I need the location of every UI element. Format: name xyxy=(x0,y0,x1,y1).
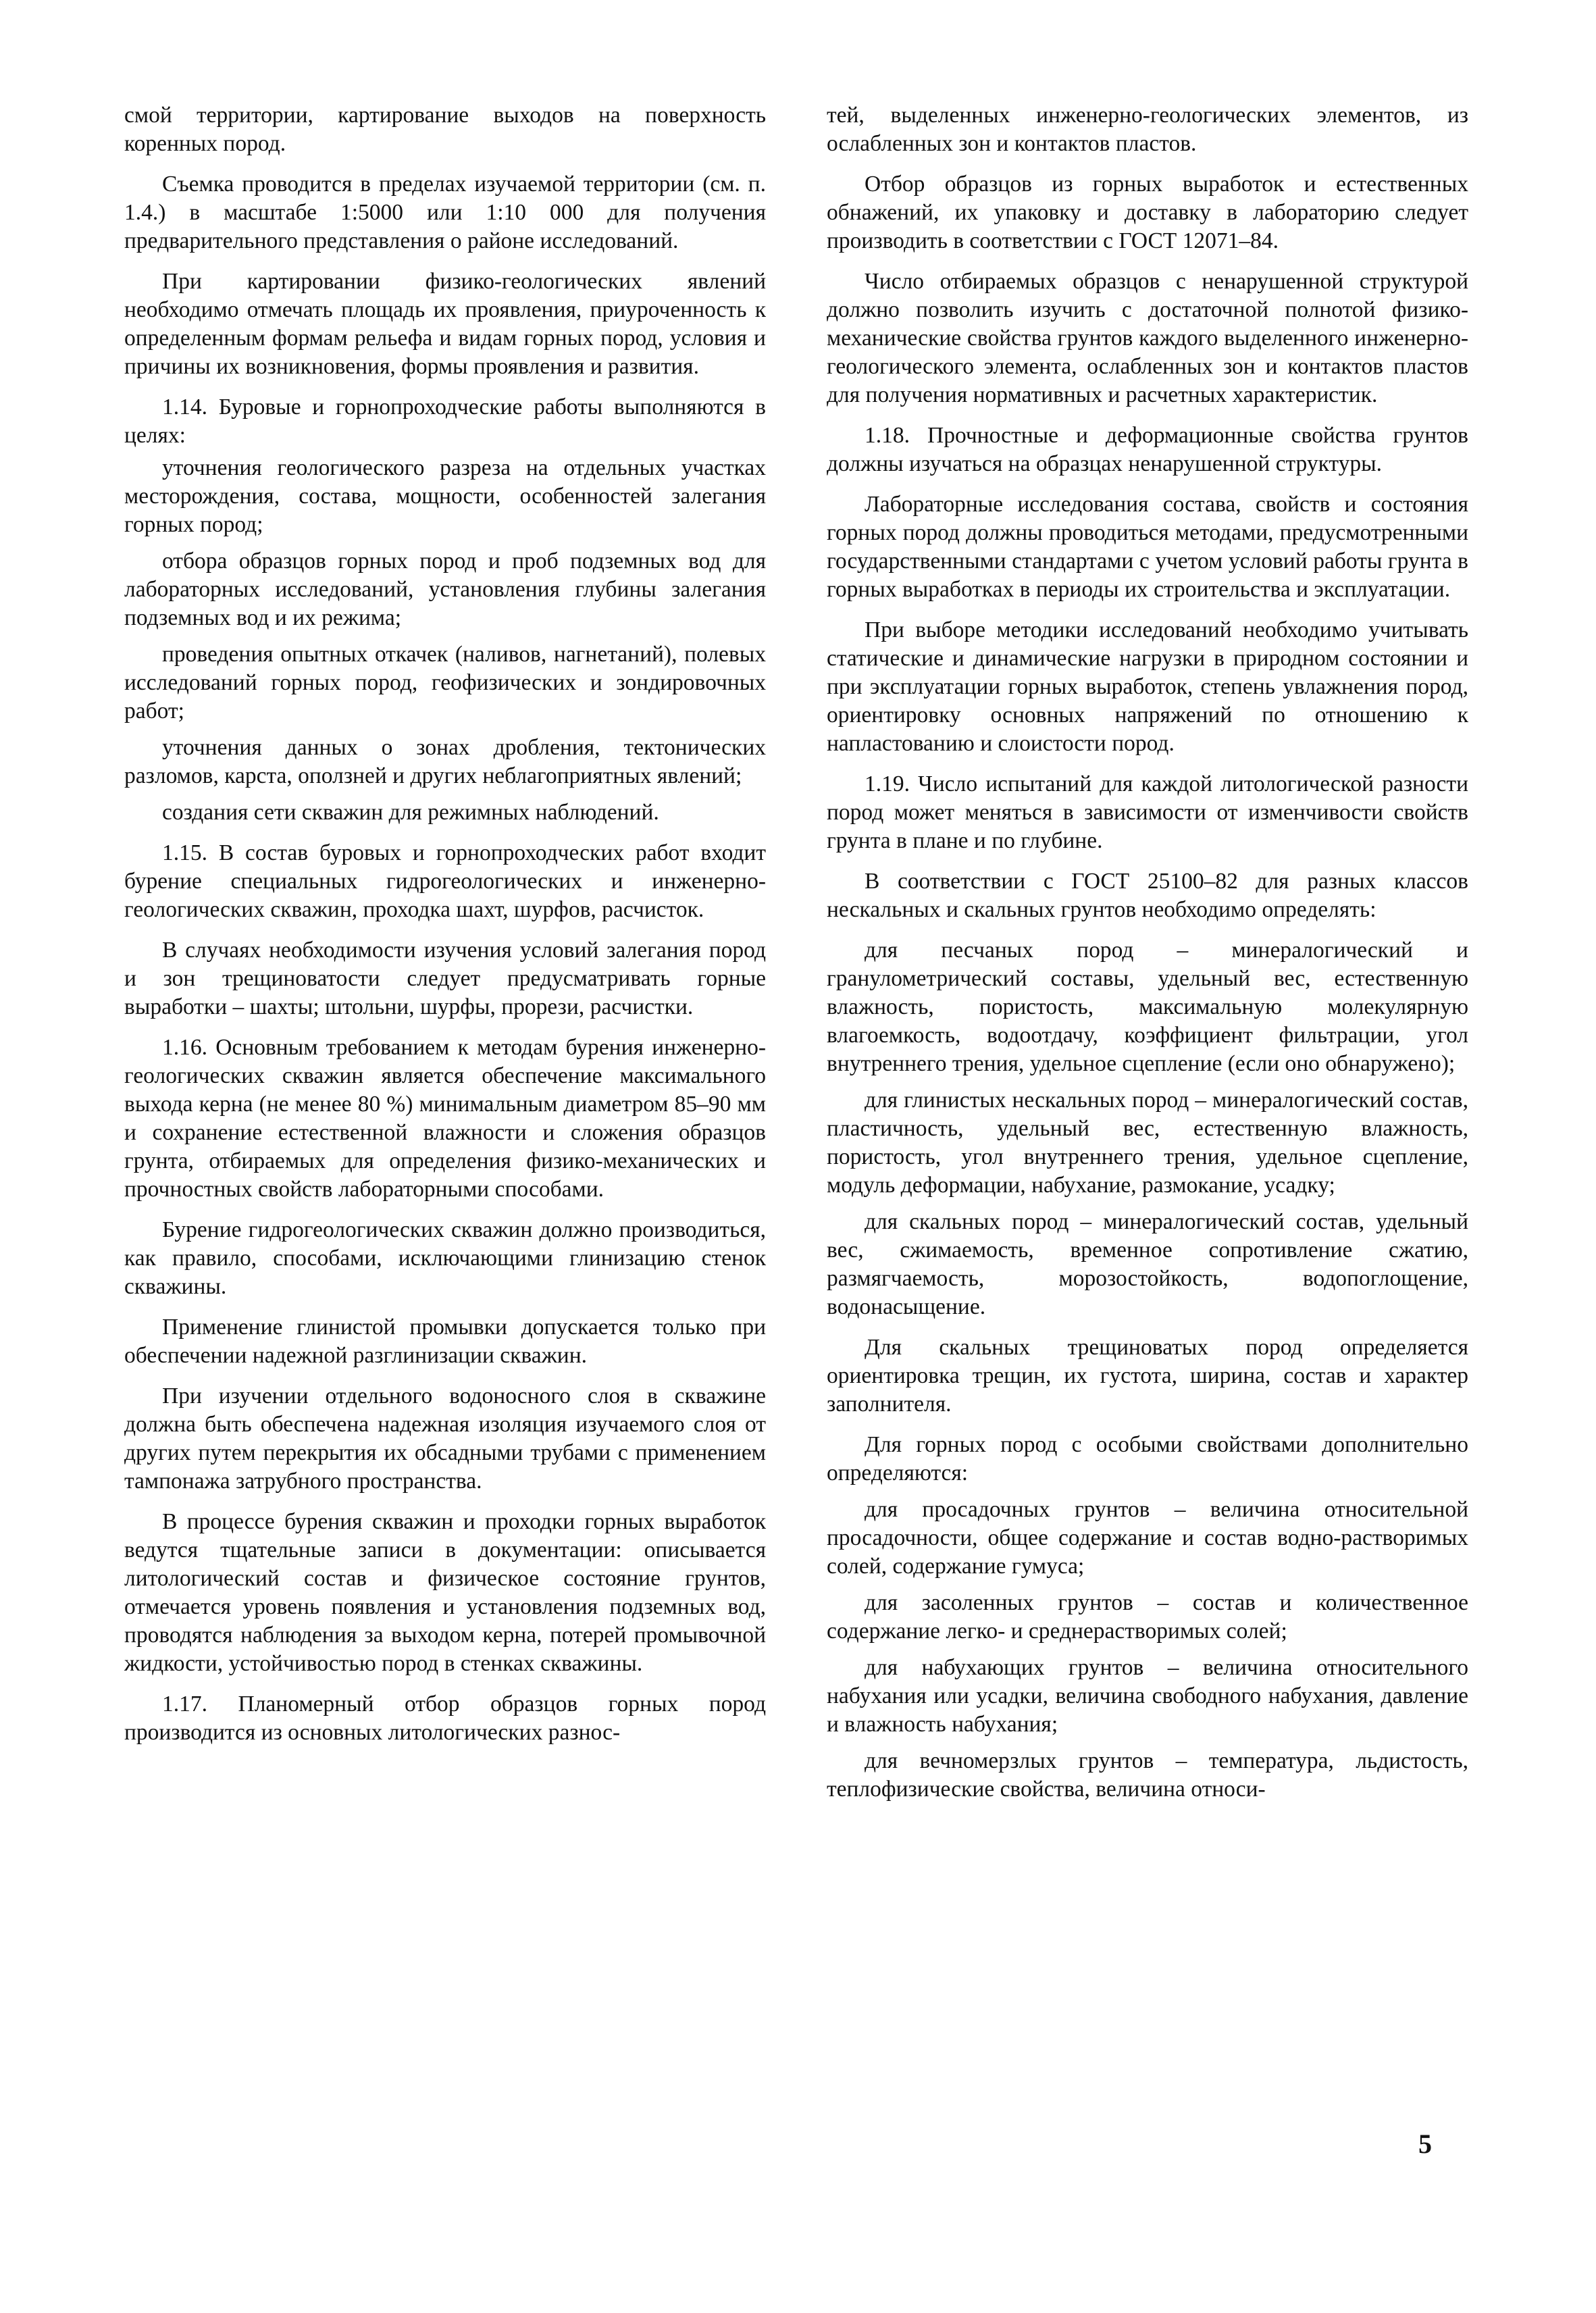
paragraph: Для скальных трещиноватых пород определяется ориентировка трещин, их густота, ширина, состав и характер заполнителя. xyxy=(827,1335,1468,1417)
paragraph: для песчаных пород – минералогический и гранулометрический составы, удельный вес, естественную влажность, пористость, максимальную молекулярную влагоемкость, водоотдачу, коэффициент фильтрации, угол внутреннего трения, удельное сцепление (если оно обнаружено); xyxy=(827,938,1468,1076)
paragraph: При изучении отдельного водоносного слоя в скважине должна быть обеспечена надежная изоляция изучаемого слоя от других путем перекрытия их обсадными трубами с применением тампонажа затрубного пространства. xyxy=(124,1383,766,1494)
paragraph: Для горных пород с особыми свойствами дополнительно определяются: xyxy=(827,1432,1468,1485)
paragraph: 1.14. Буровые и горнопроходческие работы выполняются в целях: xyxy=(124,395,766,448)
paragraph: Число отбираемых образцов с ненарушенной структурой должно позволить изучить с достаточной полнотой физико-механические свойства грунтов каждого выделенного инженерно-геологического элемента, ослабленных зон и контактов пластов для получения нормативных и расчетных характеристик. xyxy=(827,269,1468,407)
paragraph: При картировании физико-геологических явлений необходимо отмечать площадь их проявления, приуроченность к определенным формам рельефа и видам горных пород, условия и причины их возникновения, формы проявления и развития. xyxy=(124,269,766,379)
paragraph: В случаях необходимости изучения условий залегания пород и зон трещиноватости следует предусматривать горные выработки – шахты; штольни, шурфы, прорези, расчистки. xyxy=(124,938,766,1019)
paragraph: для просадочных грунтов – величина относительной просадочности, общее содержание и состав водно-растворимых солей, содержание гумуса; xyxy=(827,1497,1468,1579)
paragraph: Лабораторные исследования состава, свойств и состояния горных пород должны проводиться методами, предусмотренными государственными стандартами с учетом условий работы грунта в горных выработках в периоды их строительства и эксплуатации. xyxy=(827,492,1468,602)
paragraph: отбора образцов горных пород и проб подземных вод для лабораторных исследований, установления глубины залегания подземных вод и их режима; xyxy=(124,549,766,630)
paragraph: тей, выделенных инженерно-геологических элементов, из ослабленных зон и контактов пластов. xyxy=(827,103,1468,156)
paragraph: Применение глинистой промывки допускается только при обеспечении надежной разглинизации скважин. xyxy=(124,1315,766,1368)
paragraph: для вечномерзлых грунтов – температура, льдистость, теплофизические свойства, величина относи- xyxy=(827,1748,1468,1802)
paragraph: При выборе методики исследований необходимо учитывать статические и динамические нагрузки в природном состоянии и при эксплуатации горных выработок, степень увлажнения пород, ориентировку основных напряжений по отношению к напластованию и слоистости пород. xyxy=(827,617,1468,756)
paragraph: для набухающих грунтов – величина относительного набухания или усадки, величина свободного набухания, давление и влажность набухания; xyxy=(827,1655,1468,1737)
paragraph: 1.18. Прочностные и деформационные свойства грунтов должны изучаться на образцах ненарушенной структуры. xyxy=(827,423,1468,476)
page-number: 5 xyxy=(1418,2129,1432,2159)
paragraph: Съемка проводится в пределах изучаемой территории (см. п. 1.4.) в масштабе 1:5000 или 1:10 000 для получения предварительного представления о районе исследований. xyxy=(124,172,766,253)
paragraph: для скальных пород – минералогический состав, удельный вес, сжимаемость, временное сопротивление сжатию, размягчаемость, морозостойкость, водопоглощение, водонасыщение. xyxy=(827,1209,1468,1319)
paragraph: 1.15. В состав буровых и горнопроходческих работ входит бурение специальных гидрогеологических и инженерно-геологических скважин, проходка шахт, шурфов, расчисток. xyxy=(124,840,766,922)
paragraph: создания сети скважин для режимных наблюдений. xyxy=(162,800,659,825)
paragraph: В процессе бурения скважин и проходки горных выработок ведутся тщательные записи в документации: описывается литологический состав и физическое состояние грунтов, отмечается уровень появления и установления подземных вод, проводятся наблюдения за выходом керна, потерей промывочной жидкости, устойчивостью пород в стенках скважины. xyxy=(124,1509,766,1676)
paragraph: В соответствии с ГОСТ 25100–82 для разных классов нескальных и скальных грунтов необходимо определять: xyxy=(827,869,1468,922)
right-column xyxy=(827,101,1468,1812)
paragraph: 1.19. Число испытаний для каждой литологической разности пород может меняться в зависимости от изменчивости свойств грунта в плане и по глубине. xyxy=(827,771,1468,853)
paragraph: для глинистых нескальных пород – минералогический состав, пластичность, удельный вес, естественную влажность, пористость, угол внутреннего трения, удельное сцепление, модуль деформации, набухание, размокание, усадку; xyxy=(827,1088,1468,1198)
paragraph: Отбор образцов из горных выработок и естественных обнажений, их упаковку и доставку в лабораторию следует производить в соответствии с ГОСТ 12071–84. xyxy=(827,172,1468,253)
paragraph: уточнения данных о зонах дробления, тектонических разломов, карста, оползней и других неблагоприятных явлений; xyxy=(124,735,766,788)
paragraph: Бурение гидрогеологических скважин должно производиться, как правило, способами, исключающими глинизацию стенок скважины. xyxy=(124,1217,766,1299)
paragraph: 1.17. Планомерный отбор образцов горных пород производится из основных литологических разнос- xyxy=(124,1692,766,1745)
paragraph: для засоленных грунтов – состав и количественное содержание легко- и среднерастворимых солей; xyxy=(827,1590,1468,1644)
paragraph: 1.16. Основным требованием к методам бурения инженерно-геологических скважин является обеспечение максимального выхода керна (не менее 80 %) минимальным диаметром 85–90 мм и сохранение естественной влажности и сложения образцов грунта, отбираемых для определения физико-механических и прочностных свойств лабораторными способами. xyxy=(124,1035,766,1202)
paragraph: проведения опытных откачек (наливов, нагнетаний), полевых исследований горных пород, геофизических и зондировочных работ; xyxy=(124,642,766,723)
paragraph: уточнения геологического разреза на отдельных участках месторождения, состава, мощности, особенностей залегания горных пород; xyxy=(124,455,766,537)
paragraph: смой территории, картирование выходов на поверхность коренных пород. xyxy=(124,103,766,156)
left-column xyxy=(124,101,766,1759)
